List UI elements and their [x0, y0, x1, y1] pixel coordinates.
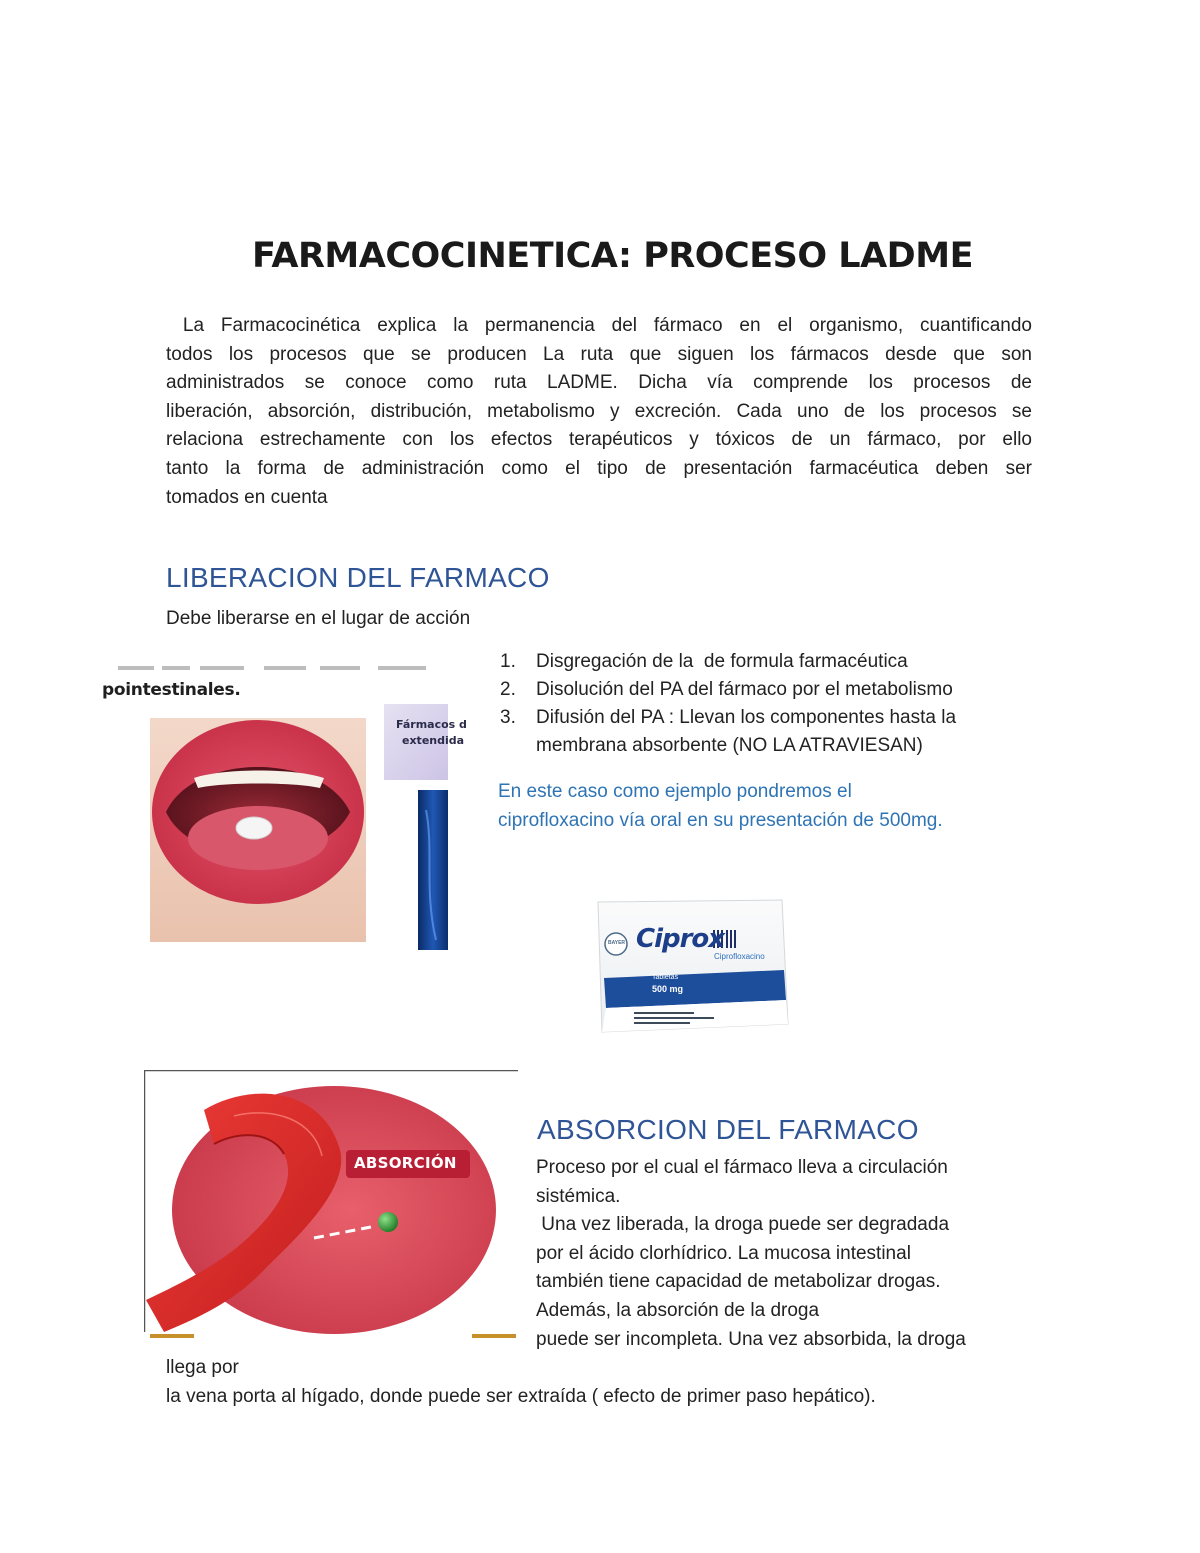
absorcion-illustration	[144, 1070, 518, 1340]
absorcion-line: puede ser incompleta. Una vez absorbida, la droga	[536, 1328, 966, 1350]
absorcion-line: Una vez liberada, la droga puede ser degradada	[536, 1214, 950, 1236]
liberacion-steps	[498, 648, 1038, 760]
list-item-continuation	[498, 732, 1038, 760]
list-item-text: Disgregación de la de formula farmacéutica	[536, 651, 908, 672]
example-note	[498, 778, 1018, 835]
ciprox-generic: Ciprofloxacino	[714, 952, 765, 961]
intro-line: administrados se conoce como ruta LADME. Dicha vía comprende los procesos de	[166, 372, 1032, 394]
absorcion-line: Proceso por el cual el fármaco lleva a circulación	[536, 1157, 948, 1178]
mouth-image-caption: pointestinales.	[102, 680, 241, 700]
list-item-number: 2.	[500, 679, 516, 700]
section-heading-liberacion: LIBERACION DEL FARMACO	[166, 562, 550, 593]
example-note-line: En este caso como ejemplo pondremos el	[498, 781, 852, 802]
list-item-number: 1.	[500, 651, 516, 672]
intro-line: tanto la forma de administración como el tipo de presentación farmacéutica deben ser	[166, 457, 1032, 479]
ciprox-strength: 500 mg	[652, 984, 684, 994]
list-item-text: membrana absorbente (NO LA ATRAVIESAN)	[536, 735, 923, 756]
mouth-pill-image	[102, 660, 467, 952]
bayer-logo: BAYER	[608, 940, 626, 946]
intro-line: relaciona estrechamente con los efectos terapéuticos y tóxicos de un fármaco, por ello	[166, 429, 1032, 451]
list-item-number: 3.	[500, 707, 516, 728]
list-item	[498, 648, 1038, 676]
intro-line: tomados en cuenta	[166, 486, 328, 508]
example-note-line: ciprofloxacino vía oral en su presentación de 500mg.	[498, 809, 943, 831]
mouth-pill-illustration	[114, 660, 448, 952]
absorcion-tail-line: la vena porta al hígado, donde puede ser extraída ( efecto de primer paso hepático).	[166, 1386, 876, 1407]
list-item	[498, 704, 1038, 732]
page-title: FARMACOCINETICA: PROCESO LADME	[252, 236, 973, 276]
absorcion-paragraph	[536, 1154, 1036, 1354]
list-item-text: Disolución del PA del fármaco por el metabolismo	[536, 679, 953, 700]
ciprox-brand: Ciprox	[636, 924, 725, 954]
absorcion-image-label: ABSORCIÓN	[354, 1154, 457, 1172]
absorcion-line: también tiene capacidad de metabolizar drogas.	[536, 1271, 941, 1293]
intro-line: liberación, absorción, distribución, metabolismo y excreción. Cada uno de los procesos se	[166, 400, 1032, 422]
absorcion-line: por el ácido clorhídrico. La mucosa intestinal	[536, 1242, 911, 1264]
intro-line: La Farmacocinética explica la permanencia del fármaco en el organismo, cuantificando	[166, 315, 1032, 336]
list-item-text: Difusión del PA : Llevan los componentes hasta la	[536, 707, 957, 728]
liberacion-subtitle: Debe liberarse en el lugar de acción	[166, 608, 471, 629]
ciprox-box-illustration	[594, 896, 790, 1036]
intro-line: todos los procesos que se producen La ruta que siguen los fármacos desde que son	[166, 343, 1032, 365]
absorcion-line: Además, la absorción de la droga	[536, 1299, 820, 1321]
mouth-image-side-label-2: extendida	[402, 734, 465, 747]
absorcion-line: sistémica.	[536, 1185, 621, 1207]
mouth-image-side-label-1: Fármacos d	[396, 718, 467, 731]
absorcion-image	[144, 1070, 518, 1340]
section-heading-absorcion: ABSORCION DEL FARMACO	[537, 1114, 919, 1145]
ciprox-box-image	[594, 896, 790, 1036]
ciprox-form: Tabletas	[652, 974, 679, 981]
intro-paragraph	[166, 312, 1032, 512]
absorcion-tail-line: llega por	[166, 1357, 239, 1378]
list-item	[498, 676, 1038, 704]
